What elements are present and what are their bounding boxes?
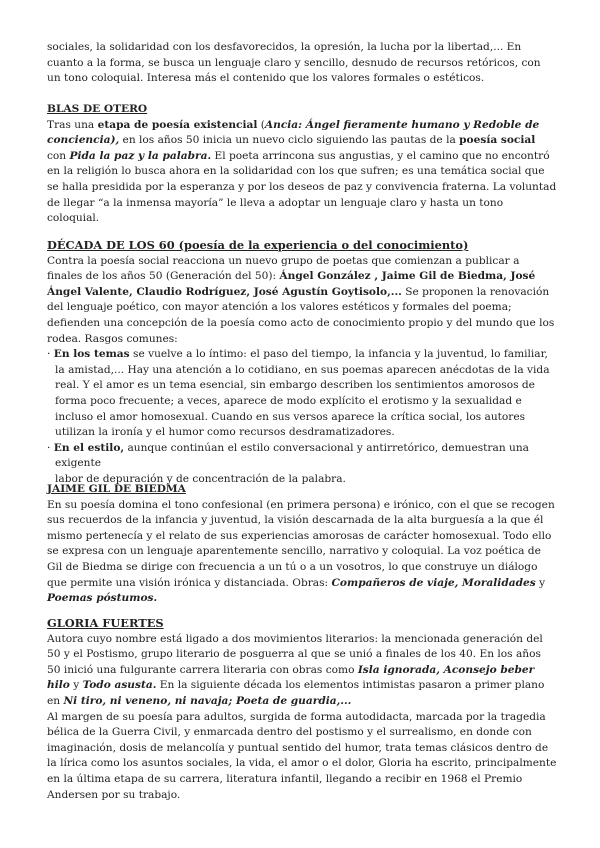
- list-item-text: se vuelve a lo íntimo: el paso del tiempo, la infancia y la juventud, lo familiar, la amistad,... Hay una atención a lo cotidiano, en sus poemas aparecen anécdotas de la vida real. Y el amor es un tema esencial, sin embargo describen los sentimientos amorosos de forma poco frecuente; a veces, aparece de modo explícito el erotismo y la sexualidad e incluso el amor homosexual. Cuando en sus versos aparece la crítica social, los autores utilizan la ironía y el humor como recursos desdramatizadores.: [55, 348, 550, 439]
- bullet-marker: ·: [47, 441, 51, 454]
- work-title: Todo asusta.: [82, 679, 157, 692]
- list-item-estilo: [47, 441, 557, 472]
- jaime-gil-de-biedma-paragraph: [47, 498, 557, 607]
- gloria-fuertes-section: [47, 616, 557, 803]
- text-run: y: [535, 576, 546, 589]
- text-run: En su poesía domina el tono confesional (en primera persona) e irónico, con el que se recogen sus recuerdos de la infancia y juventud, la visión descarnada de la alta burguesía a la que él mismo pertenecía y el relato de sus experiencias amorosas de carácter homosexual. Todo ello se expresa con un lenguaje aparentemente sencillo, narrativo y coloquial. La voz poética de Gil de Biedma se dirige con frecuencia a un tú o a un vosotros, lo que construye un diálogo que permite una visión irónica y distanciada. Obras:: [47, 498, 555, 589]
- blas-de-otero-paragraph: [47, 118, 557, 227]
- section-title-jaime-gil-de-biedma: JAIME GIL DE BIEDMA: [47, 483, 186, 495]
- jaime-gil-de-biedma-section: [47, 482, 557, 607]
- section-title-gloria-fuertes: GLORIA FUERTES: [47, 616, 164, 630]
- list-item-temas: [47, 347, 557, 441]
- gloria-fuertes-paragraph-1: [47, 632, 557, 710]
- text-run: Tras una: [47, 118, 98, 131]
- work-title: Ni tiro, ni veneno, ni navaja; Poeta de guardia,...: [63, 694, 352, 707]
- blas-de-otero-section: [47, 102, 557, 227]
- decada-60-paragraph: [47, 254, 557, 348]
- emphasis-text: poesía social: [459, 134, 536, 147]
- section-title-decada-60: DÉCADA DE LOS 60 (poesía de la experiencia o del conocimiento): [47, 238, 469, 252]
- text-run: El poeta arrincona sus angustias, y el camino que no encontró en la religión lo busca ahora en la solidaridad con los que sufren; es una temática social que se halla presidida por la esperanza y por los deseos de paz y convivencia fraterna. La voluntad de llegar “a la inmensa mayoría” le lleva a adoptar un lenguaje claro y hasta un tono coloquial.: [47, 149, 557, 225]
- text-run: Contra la poesía social reacciona un nuevo grupo de poetas que comienzan a publicar a finales de los años 50 (Generación del 50):: [47, 254, 520, 283]
- work-title: Ancia: Ángel fieramente humano y Redoble de conciencia),: [47, 118, 540, 147]
- text-run: en los años 50 inicia un nuevo ciclo siguiendo las pautas de la: [119, 134, 460, 147]
- work-title: Isla ignorada, Aconsejo beber hilo: [47, 663, 535, 692]
- work-title: Pida la paz y la palabra.: [69, 149, 212, 162]
- work-title: Compañeros de viaje, Moralidades: [331, 576, 536, 589]
- emphasis-text: etapa de poesía existencial: [97, 118, 258, 131]
- text-run: Autora cuyo nombre está ligado a dos movimientos literarios: la mencionada generación del 50 y el Postismo, grupo literario de posguerra al que se unió a finales de los 40. En los años 50 inició una fulgurante carrera literaria con obras como: [47, 632, 543, 676]
- list-item-label: En el estilo,: [53, 441, 125, 454]
- text-run: En la siguiente década los elementos intimistas pasaron a primer plano en: [47, 679, 545, 707]
- section-title-blas-de-otero: BLAS DE OTERO: [47, 103, 148, 115]
- text-run: y: [69, 679, 83, 692]
- text-run: (: [257, 118, 265, 131]
- author-list: Ángel González , Jaime Gil de Biedma, José Ángel Valente, Claudio Rodríguez, José Agustín Goytisolo,...: [47, 270, 536, 298]
- bullet-marker: ·: [47, 348, 51, 361]
- intro-section: [47, 40, 557, 87]
- list-item-text: aunque continúan el estilo conversacional y antirretórico, demuestran una exigente: [55, 441, 529, 470]
- decada-60-section: [47, 238, 557, 488]
- intro-paragraph: sociales, la solidaridad con los desfavorecidos, la opresión, la lucha por la libertad,... En cuanto a la forma, se busca un lenguaje claro y sencillo, desnudo de recursos retóricos, con un tono coloquial. Interesa más el contenido que los valores formales o estéticos.: [47, 41, 541, 85]
- gloria-fuertes-paragraph-2: Al margen de su poesía para adultos, surgida de forma autodidacta, marcada por la tragedia bélica de la Guerra Civil, y enmarcada dentro del postismo y el surrealismo, en donde con imaginación, dosis de melancolía y puntual sentido del humor, trata temas clásicos dentro de la lírica como los asuntos sociales, la vida, el amor o el dolor, Gloria ha escrito, principalmente en la última etapa de su carrera, literatura infantil, llegando a recibir en 1968 el Premio Andersen por su trabajo.: [47, 710, 557, 801]
- text-run: Se proponen la renovación del lenguaje poético, con mayor atención a los valores estéticos y formales del poema; defienden una concepción de la poesía como acto de conocimiento propio y del mundo que los rodea. Rasgos comunes:: [47, 285, 555, 345]
- list-item-label: En los temas: [53, 348, 130, 361]
- list-item-continuation: labor de depuración y de concentración de la palabra.: [55, 472, 346, 485]
- work-title: Poemas póstumos.: [47, 592, 158, 605]
- text-run: con: [47, 149, 70, 162]
